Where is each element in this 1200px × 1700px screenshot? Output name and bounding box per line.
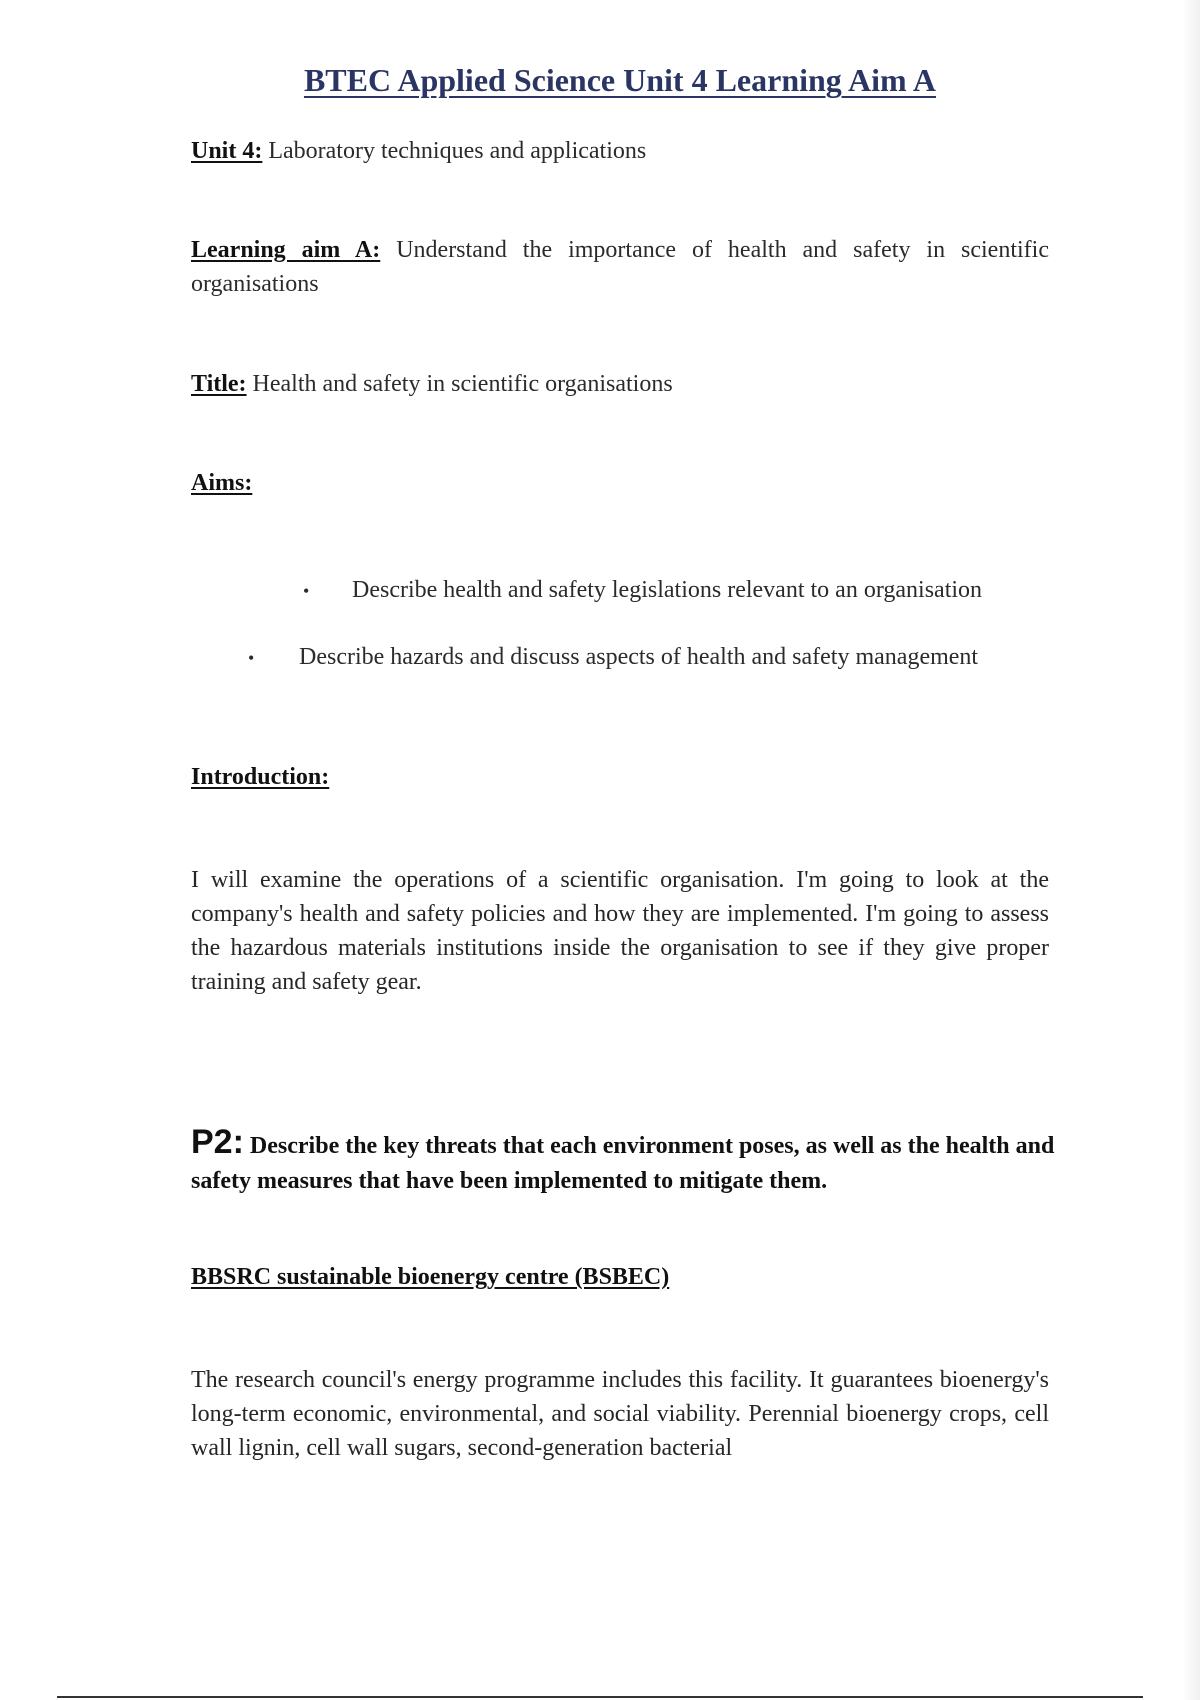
learning-aim-field xyxy=(191,233,1049,301)
aims-item-text: Describe health and safety legislations relevant to an organisation xyxy=(352,577,983,603)
introduction-paragraph: I will examine the operations of a scientific organisation. I'm going to look at the company's health and safety policies and how they are implemented. I'm going to assess the hazardous materials institutions inside the organisation to see if they give proper training and safety gear. xyxy=(191,867,1049,995)
p2-task xyxy=(191,1125,1061,1199)
aims-list-item xyxy=(248,640,979,674)
bullet-icon: • xyxy=(248,648,255,668)
title-field-label: Title: xyxy=(191,371,247,397)
aims-item-text: Describe hazards and discuss aspects of health and safety management xyxy=(299,644,979,670)
page-edge-shadow xyxy=(1182,0,1200,1700)
learning-aim-label: Learning aim A: xyxy=(191,237,381,263)
bsbec-paragraph: The research council's energy programme includes this facility. It guarantees bioenergy's long-term economic, environmental, and social viability. Perennial bioenergy crops, cell wall lignin, cell wall sugars, second-generation bacterial xyxy=(191,1367,1049,1461)
title-field xyxy=(191,367,1049,401)
document-title: BTEC Applied Science Unit 4 Learning Aim A xyxy=(303,62,937,98)
aims-list-item xyxy=(303,573,983,607)
title-field-value: Health and safety in scientific organisations xyxy=(246,371,673,397)
unit-value: Laboratory techniques and applications xyxy=(262,138,647,164)
aims-heading: Aims: xyxy=(191,470,253,496)
bullet-icon: • xyxy=(303,581,310,601)
unit-label: Unit 4: xyxy=(191,138,263,164)
unit-field xyxy=(191,134,1049,168)
introduction-heading: Introduction: xyxy=(191,764,330,790)
p2-text: Describe the key threats that each environment poses, as well as the health and safety measures that have been implemented to mitigate them. xyxy=(191,1133,1055,1194)
bsbec-heading: BBSRC sustainable bioenergy centre (BSBEC) xyxy=(191,1264,670,1290)
p2-tag: P2: xyxy=(191,1123,244,1161)
bottom-divider xyxy=(57,1696,1143,1698)
learning-aim-value: Understand the importance of health and safety in scientific organisations xyxy=(191,237,1049,297)
